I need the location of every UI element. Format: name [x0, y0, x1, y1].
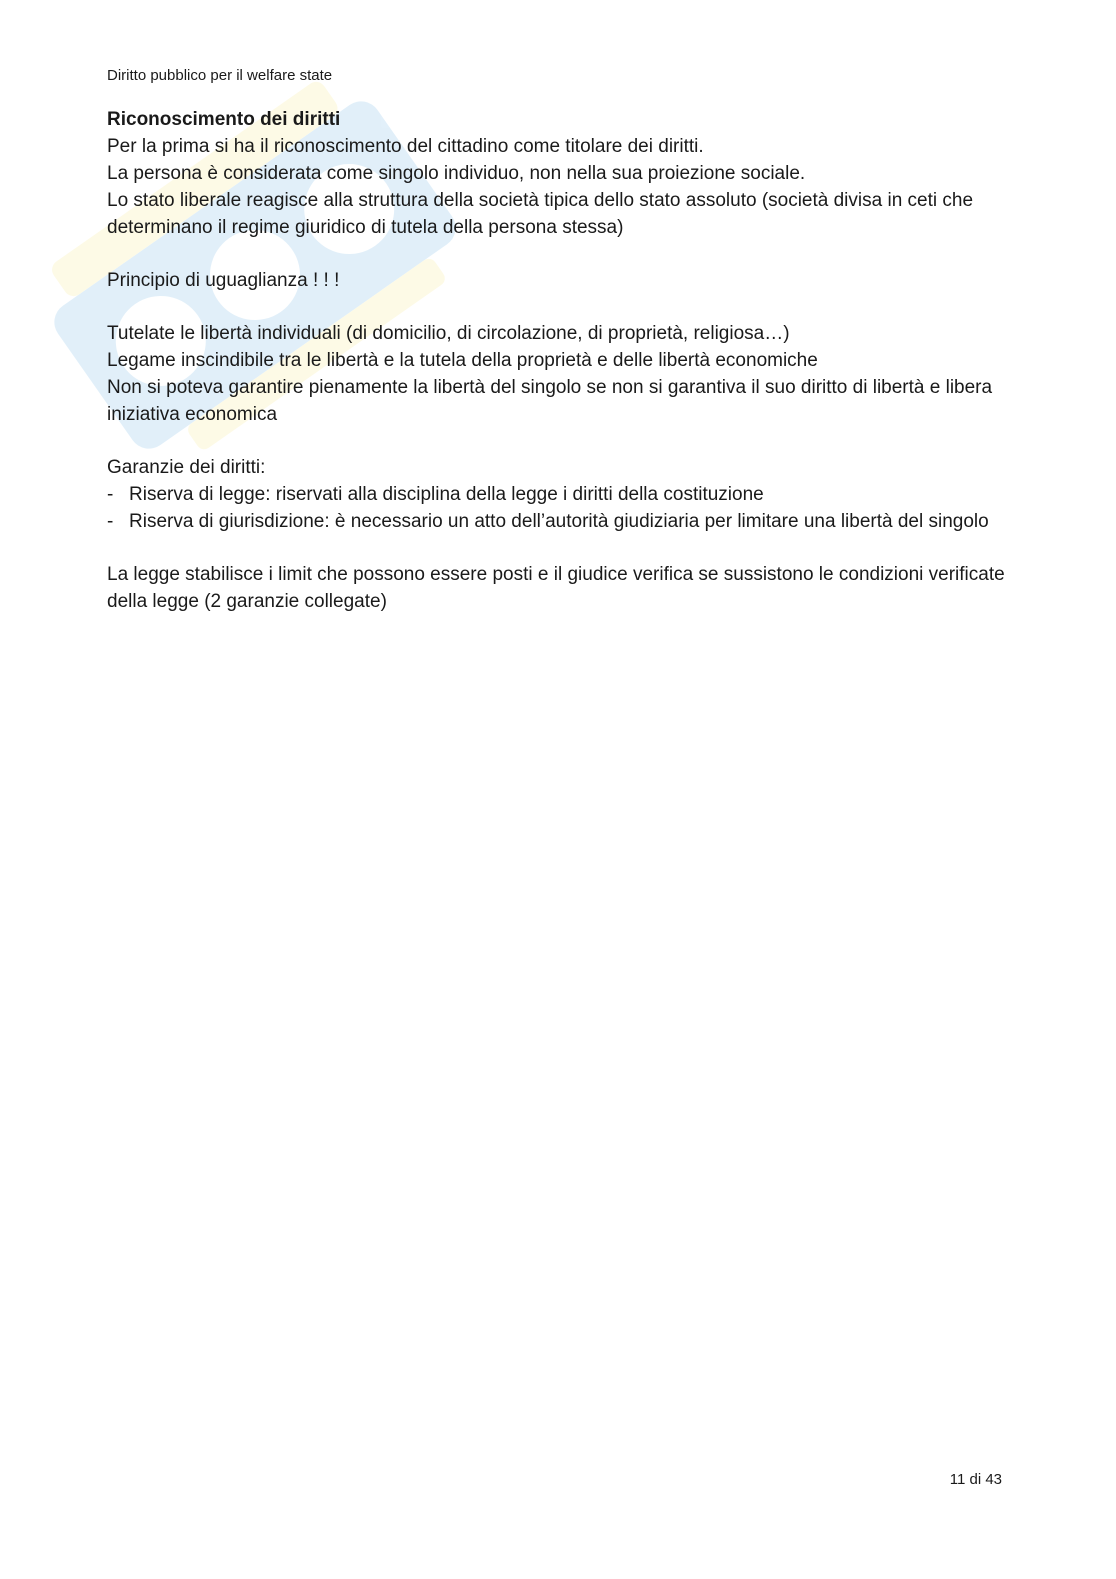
- page-content: [107, 106, 1007, 615]
- spacer: [107, 241, 1007, 267]
- spacer: [107, 428, 1007, 454]
- principle-line: Principio di uguaglianza ! ! !: [107, 270, 340, 291]
- bullet-dash: -: [107, 511, 114, 532]
- paragraph-line: Lo stato liberale reagisce alla struttura della società tipica dello stato assoluto (società divisa in ceti che determinano il regime giuridico di tutela della persona stessa): [107, 190, 974, 238]
- page-number: 11 di 43: [949, 1471, 1002, 1488]
- list-item: [107, 481, 1007, 508]
- paragraph-line: La persona è considerata come singolo individuo, non nella sua proiezione sociale.: [107, 163, 806, 184]
- guarantees-title: Garanzie dei diritti:: [107, 457, 266, 478]
- paragraph-line: Tutelate le libertà individuali (di domicilio, di circolazione, di proprietà, religiosa…): [107, 323, 790, 344]
- paragraph-line: Per la prima si ha il riconoscimento del cittadino come titolare dei diritti.: [107, 136, 704, 157]
- guarantees-list: [107, 481, 1007, 535]
- spacer: [107, 294, 1007, 320]
- conclusion-paragraph: La legge stabilisce i limit che possono essere posti e il giudice verifica se sussistono le condizioni verificate della legge (2 garanzie collegate): [107, 564, 1005, 612]
- paragraph-line: Non si poteva garantire pienamente la libertà del singolo se non si garantiva il suo diritto di libertà e libera iniziativa economica: [107, 377, 993, 425]
- list-item: [107, 508, 1007, 535]
- list-item-text: Riserva di legge: riservati alla disciplina della legge i diritti della costituzione: [129, 484, 764, 505]
- list-item-text: Riserva di giurisdizione: è necessario un atto dell’autorità giudiziaria per limitare una libertà del singolo: [129, 511, 989, 532]
- spacer: [107, 535, 1007, 561]
- paragraph-line: Legame inscindibile tra le libertà e la tutela della proprietà e delle libertà economiche: [107, 350, 818, 371]
- section-title: Riconoscimento dei diritti: [107, 109, 341, 130]
- running-header: Diritto pubblico per il welfare state: [107, 67, 333, 84]
- bullet-dash: -: [107, 484, 114, 505]
